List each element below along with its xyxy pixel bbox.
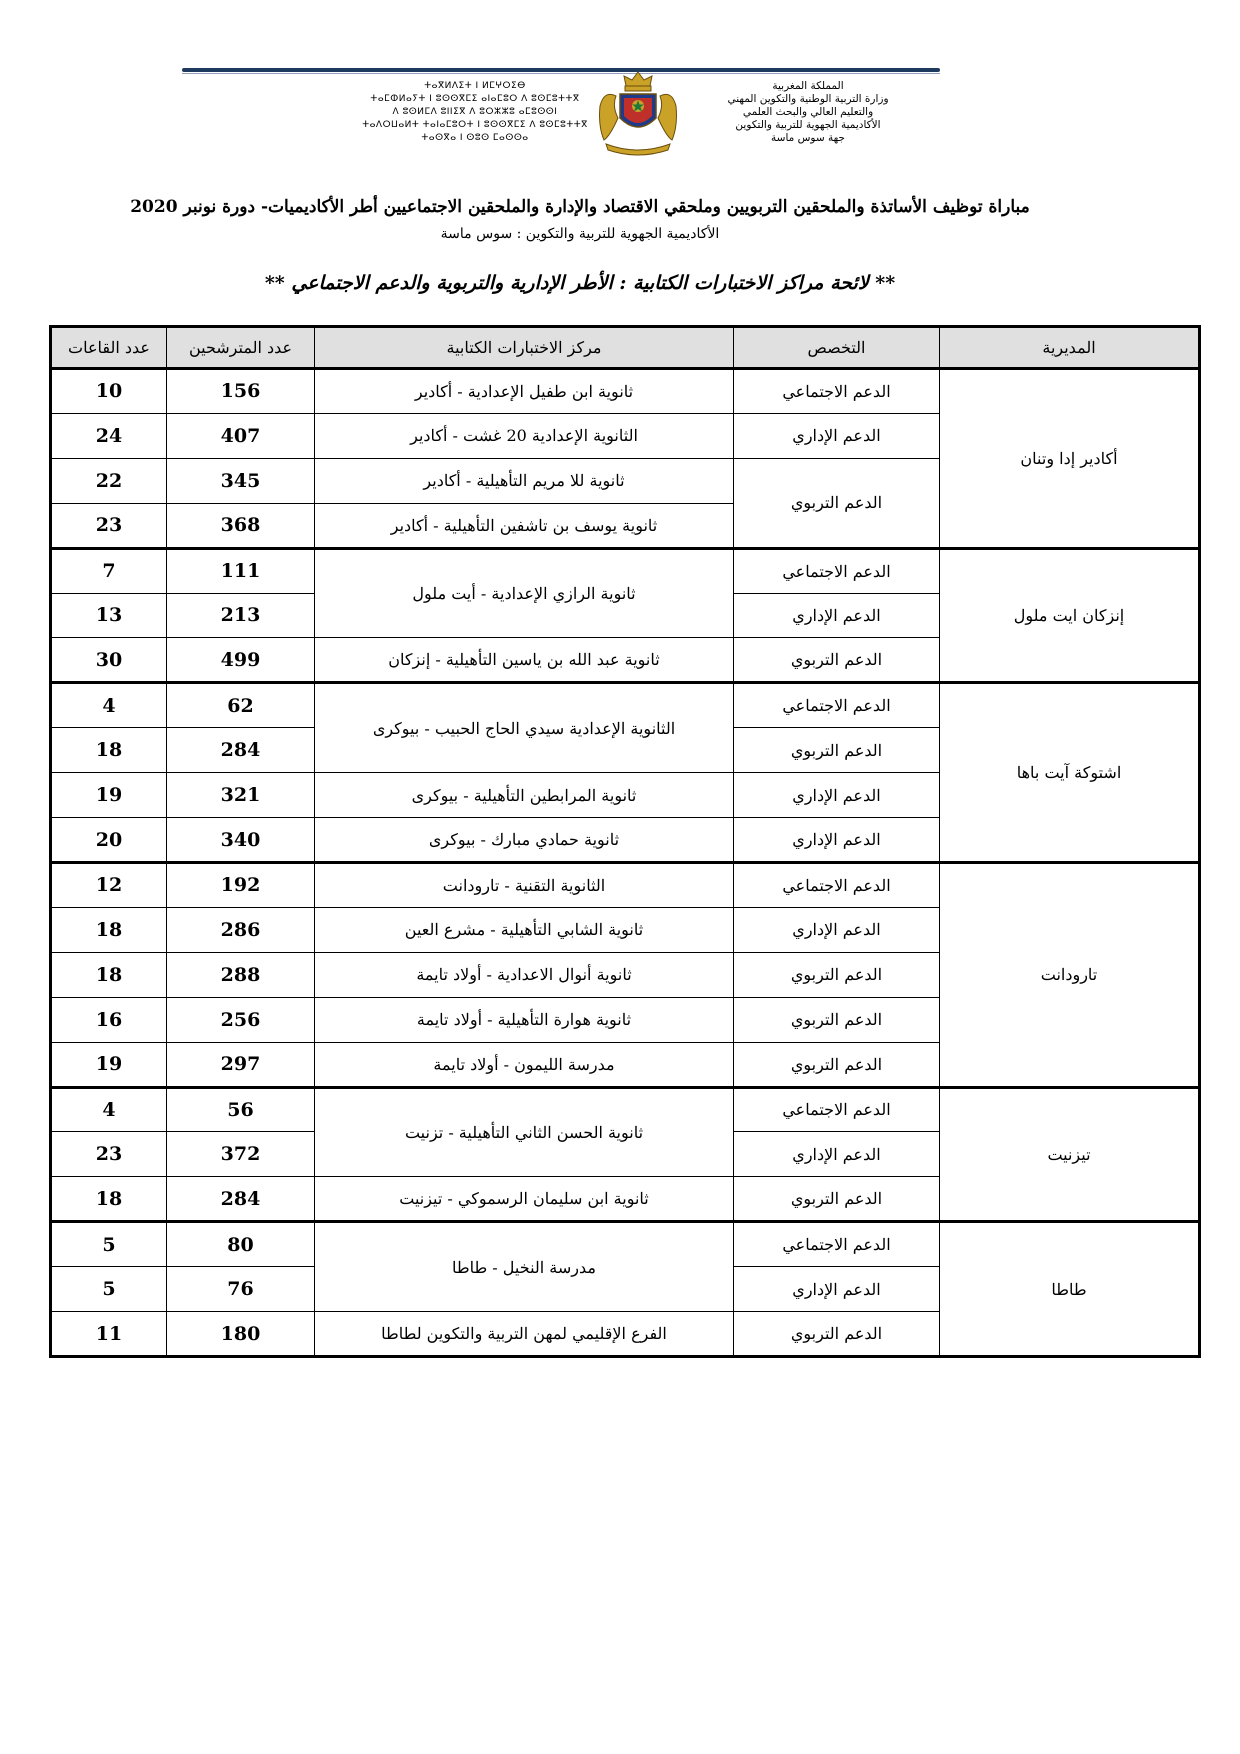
- rooms-cell: 18: [51, 952, 167, 997]
- rooms-cell: 18: [51, 728, 167, 773]
- header-center: مركز الاختبارات الكتابية: [315, 327, 734, 369]
- specialty-cell: الدعم التربوي: [734, 952, 940, 997]
- directorate-cell: أكادير إدا وتنان: [940, 369, 1200, 549]
- candidates-cell: 368: [167, 503, 315, 548]
- center-cell: الثانوية الإعدادية 20 غشت - أكادير: [315, 413, 734, 458]
- rooms-cell: 16: [51, 997, 167, 1042]
- page-title: مباراة توظيف الأساتذة والملحقين التربويين وملحقي الاقتصاد والإدارة والملحقين الاجتماعيين أطر الأكاديميات- دورة نونبر 2020: [130, 197, 1030, 217]
- rooms-cell: 24: [51, 413, 167, 458]
- arabic-header-line: المملكة المغربية: [772, 80, 844, 92]
- header-directorate: المديرية: [940, 327, 1200, 369]
- directorate-cell: تارودانت: [940, 862, 1200, 1087]
- rooms-cell: 18: [51, 1177, 167, 1222]
- header-rooms: عدد القاعات: [51, 327, 167, 369]
- arabic-header: [688, 80, 928, 145]
- rooms-cell: 20: [51, 818, 167, 863]
- tifinagh-header: [360, 80, 590, 145]
- candidates-cell: 288: [167, 952, 315, 997]
- exam-centers-table: [49, 325, 1201, 1358]
- candidates-cell: 80: [167, 1222, 315, 1267]
- center-cell: الثانوية التقنية - تارودانت: [315, 862, 734, 907]
- candidates-cell: 499: [167, 638, 315, 683]
- table-row: [51, 369, 1200, 414]
- candidates-cell: 62: [167, 683, 315, 728]
- specialty-cell: الدعم التربوي: [734, 728, 940, 773]
- center-cell: الفرع الإقليمي لمهن التربية والتكوين لطاطا: [315, 1312, 734, 1357]
- rooms-cell: 4: [51, 683, 167, 728]
- rooms-cell: 12: [51, 862, 167, 907]
- tifinagh-line: ⵜⴰⴷⵔⵡⴰⵍⵜ ⵜⴰⵏⴰⵎⵓⵔⵜ ⵏ ⵓⵙⵙⴳⵎⵉ ⴷ ⵓⵙⵎⵓⵜⵜⴳ: [362, 120, 588, 130]
- rooms-cell: 11: [51, 1312, 167, 1357]
- rooms-cell: 7: [51, 548, 167, 593]
- rooms-cell: 23: [51, 503, 167, 548]
- candidates-cell: 407: [167, 413, 315, 458]
- table-row: [51, 683, 1200, 728]
- rooms-cell: 19: [51, 1042, 167, 1087]
- candidates-cell: 180: [167, 1312, 315, 1357]
- candidates-cell: 213: [167, 593, 315, 638]
- center-cell: ثانوية الشابي التأهيلية - مشرع العين: [315, 907, 734, 952]
- specialty-cell: الدعم الاجتماعي: [734, 369, 940, 414]
- candidates-cell: 192: [167, 862, 315, 907]
- center-cell: ثانوية الرازي الإعدادية - أيت ملول: [315, 548, 734, 638]
- arabic-header-line: والتعليم العالي والبحث العلمي: [742, 106, 874, 118]
- center-cell: ثانوية حمادي مبارك - بيوكرى: [315, 818, 734, 863]
- header-rule-thin: [182, 73, 940, 74]
- center-cell: ثانوية المرابطين التأهيلية - بيوكرى: [315, 773, 734, 818]
- rooms-cell: 22: [51, 458, 167, 503]
- directorate-cell: طاطا: [940, 1222, 1200, 1357]
- tifinagh-line: ⵜⴰⵙⴳⴰ ⵏ ⵙⵓⵙ ⵎⴰⵙⵙⴰ: [421, 133, 529, 143]
- rooms-cell: 10: [51, 369, 167, 414]
- directorate-cell: إنزكان ايت ملول: [940, 548, 1200, 683]
- page-subtitle: الأكاديمية الجهوية للتربية والتكوين : سوس ماسة: [440, 226, 720, 242]
- arabic-header-line: الأكاديمية الجهوية للتربية والتكوين: [735, 119, 881, 131]
- center-cell: ثانوية ابن طفيل الإعدادية - أكادير: [315, 369, 734, 414]
- candidates-cell: 156: [167, 369, 315, 414]
- specialty-cell: الدعم الاجتماعي: [734, 683, 940, 728]
- center-cell: ثانوية أنوال الاعدادية - أولاد تايمة: [315, 952, 734, 997]
- specialty-cell: الدعم التربوي: [734, 458, 940, 548]
- tifinagh-line: ⵜⴰⴳⵍⴷⵉⵜ ⵏ ⵍⵎⵖⵔⵉⴱ: [424, 81, 526, 91]
- specialty-cell: الدعم التربوي: [734, 1042, 940, 1087]
- specialty-cell: الدعم الإداري: [734, 413, 940, 458]
- specialty-cell: الدعم الاجتماعي: [734, 1222, 940, 1267]
- specialty-cell: الدعم الإداري: [734, 1267, 940, 1312]
- specialty-cell: الدعم الإداري: [734, 907, 940, 952]
- candidates-cell: 284: [167, 1177, 315, 1222]
- center-cell: ثانوية ابن سليمان الرسموكي - تيزنيت: [315, 1177, 734, 1222]
- center-cell: مدرسة النخيل - طاطا: [315, 1222, 734, 1312]
- candidates-cell: 372: [167, 1132, 315, 1177]
- directorate-cell: اشتوكة آيت باها: [940, 683, 1200, 863]
- center-cell: ثانوية للا مريم التأهيلية - أكادير: [315, 458, 734, 503]
- rooms-cell: 19: [51, 773, 167, 818]
- candidates-cell: 111: [167, 548, 315, 593]
- candidates-cell: 256: [167, 997, 315, 1042]
- header-rule: [182, 68, 940, 72]
- specialty-cell: الدعم الاجتماعي: [734, 548, 940, 593]
- header-candidates: عدد المترشحين: [167, 327, 315, 369]
- arabic-header-line: وزارة التربية الوطنية والتكوين المهني: [727, 93, 889, 105]
- header-specialty: التخصص: [734, 327, 940, 369]
- specialty-cell: الدعم التربوي: [734, 997, 940, 1042]
- candidates-cell: 56: [167, 1087, 315, 1132]
- specialty-cell: الدعم الإداري: [734, 773, 940, 818]
- center-cell: ثانوية عبد الله بن ياسين التأهيلية - إنزكان: [315, 638, 734, 683]
- table-header-row: [51, 327, 1200, 369]
- candidates-cell: 286: [167, 907, 315, 952]
- center-cell: ثانوية الحسن الثاني التأهيلية - تزنيت: [315, 1087, 734, 1177]
- candidates-cell: 345: [167, 458, 315, 503]
- rooms-cell: 18: [51, 907, 167, 952]
- center-cell: الثانوية الإعدادية سيدي الحاج الحبيب - بيوكرى: [315, 683, 734, 773]
- candidates-cell: 297: [167, 1042, 315, 1087]
- specialty-cell: الدعم الاجتماعي: [734, 862, 940, 907]
- center-cell: مدرسة الليمون - أولاد تايمة: [315, 1042, 734, 1087]
- tifinagh-line: ⴷ ⵓⵙⵍⵎⴷ ⵓⵏⵏⵉⴳ ⴷ ⵓⵔⵣⵣⵓ ⴰⵎⵓⵙⵙⵏ: [392, 107, 558, 117]
- specialty-cell: الدعم التربوي: [734, 638, 940, 683]
- candidates-cell: 284: [167, 728, 315, 773]
- candidates-cell: 76: [167, 1267, 315, 1312]
- specialty-cell: الدعم الإداري: [734, 1132, 940, 1177]
- candidates-cell: 340: [167, 818, 315, 863]
- specialty-cell: الدعم الإداري: [734, 593, 940, 638]
- center-cell: ثانوية يوسف بن تاشفين التأهيلية - أكادير: [315, 503, 734, 548]
- specialty-cell: الدعم الاجتماعي: [734, 1087, 940, 1132]
- center-cell: ثانوية هوارة التأهيلية - أولاد تايمة: [315, 997, 734, 1042]
- specialty-cell: الدعم الإداري: [734, 818, 940, 863]
- list-title: ** لائحة مراكز الاختبارات الكتابية : الأطر الإدارية والتربوية والدعم الاجتماعي **: [264, 272, 896, 294]
- rooms-cell: 13: [51, 593, 167, 638]
- moroccan-coat-of-arms-icon: [590, 66, 686, 156]
- table-row: [51, 1087, 1200, 1132]
- candidates-cell: 321: [167, 773, 315, 818]
- rooms-cell: 4: [51, 1087, 167, 1132]
- arabic-header-line: جهة سوس ماسة: [771, 132, 845, 144]
- rooms-cell: 5: [51, 1222, 167, 1267]
- specialty-cell: الدعم التربوي: [734, 1177, 940, 1222]
- table-row: [51, 1222, 1200, 1267]
- tifinagh-line: ⵜⴰⵎⵀⵍⴰⵢⵜ ⵏ ⵓⵙⵙⴳⵎⵉ ⴰⵏⴰⵎⵓⵔ ⴷ ⵓⵙⵎⵓⵜⵜⴳ: [370, 94, 580, 104]
- specialty-cell: الدعم التربوي: [734, 1312, 940, 1357]
- rooms-cell: 30: [51, 638, 167, 683]
- table-row: [51, 548, 1200, 593]
- directorate-cell: تيزنيت: [940, 1087, 1200, 1222]
- rooms-cell: 23: [51, 1132, 167, 1177]
- table-row: [51, 862, 1200, 907]
- rooms-cell: 5: [51, 1267, 167, 1312]
